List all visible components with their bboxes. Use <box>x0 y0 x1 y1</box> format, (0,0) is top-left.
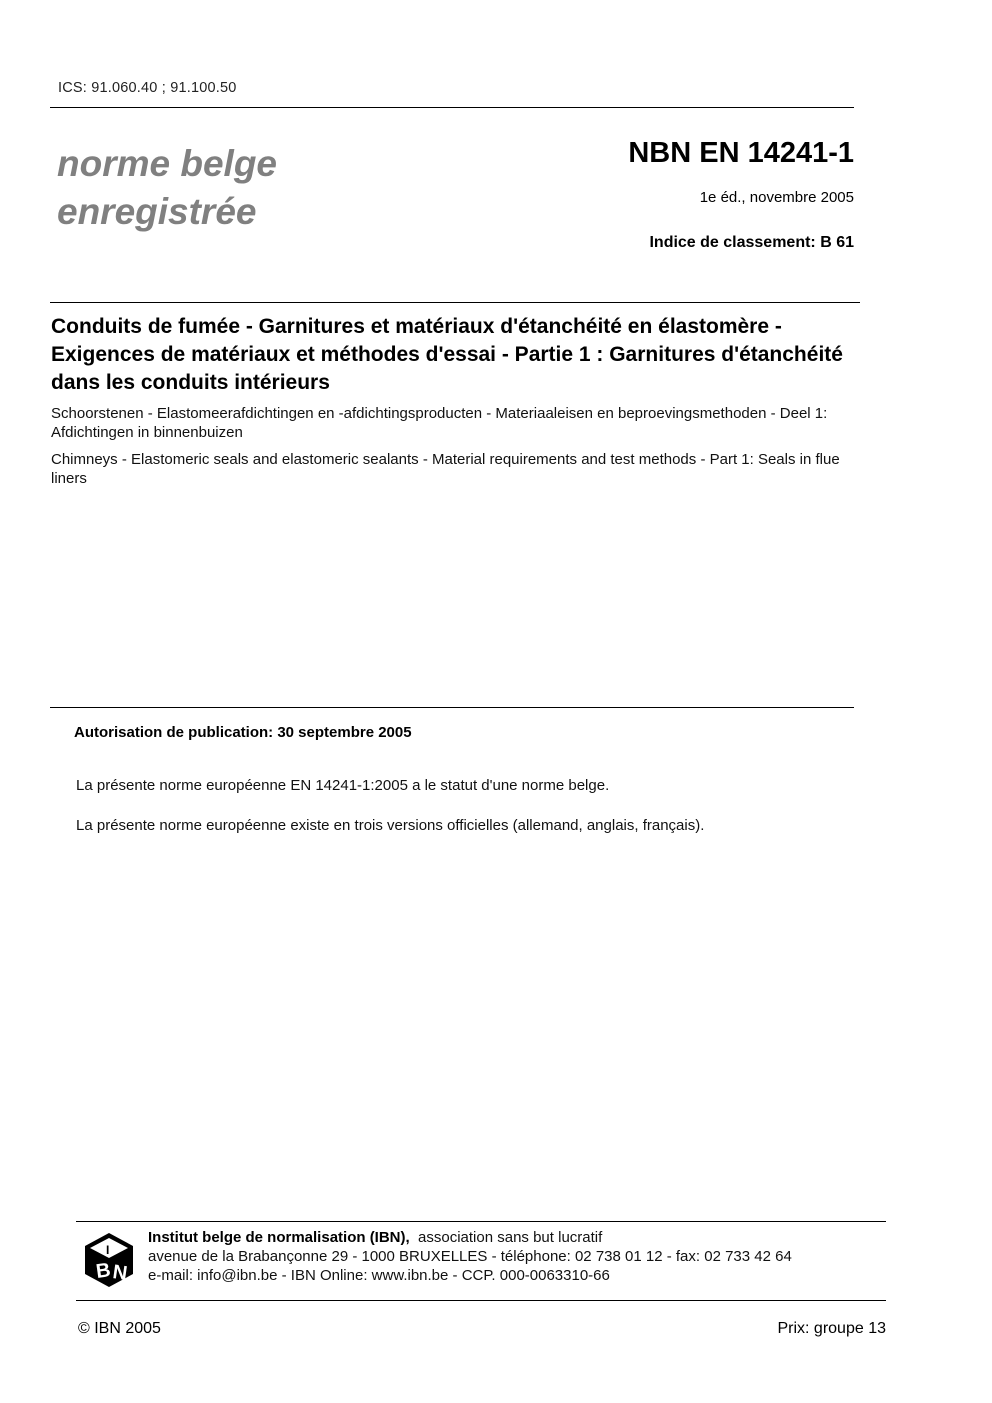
ics-codes: ICS: 91.060.40 ; 91.100.50 <box>58 80 237 96</box>
classification-index: Indice de classement: B 61 <box>649 234 854 251</box>
institute-contact: e-mail: info@ibn.be - IBN Online: www.ibn.be - CCP. 000-0063310-66 <box>148 1267 610 1284</box>
price-group: Prix: groupe 13 <box>777 1320 886 1337</box>
publication-authorisation: Autorisation de publication: 30 septembre 2005 <box>74 724 412 741</box>
divider-footer-top <box>76 1221 886 1222</box>
brand-line-2: enregistrée <box>57 191 257 232</box>
brand-label <box>57 140 277 236</box>
title-french: Conduits de fumée - Garnitures et matériaux d'étanchéité en élastomère - Exigences de matériaux et méthodes d'essai - Partie 1 : Garnitures d'étanchéité dans les conduits intérieurs <box>51 315 843 394</box>
divider-footer-bottom <box>76 1300 886 1301</box>
institute-line <box>148 1228 792 1247</box>
institute-description: association sans but lucratif <box>418 1229 603 1246</box>
title-english: Chimneys - Elastomeric seals and elastomeric sealants - Material requirements and test methods - Part 1: Seals in flue liners <box>51 451 840 487</box>
ibn-logo-icon <box>84 1232 134 1288</box>
edition-info: 1e éd., novembre 2005 <box>699 189 854 206</box>
divider-title <box>50 302 860 303</box>
institute-address: avenue de la Brabançonne 29 - 1000 BRUXELLES - téléphone: 02 738 01 12 - fax: 02 733 42 64 <box>148 1248 792 1265</box>
title-dutch: Schoorstenen - Elastomeerafdichtingen en -afdichtingsproducten - Materiaaleisen en beproevingsmethoden - Deel 1: Afdichtingen in binnenbuizen <box>51 405 828 441</box>
institute-name: Institut belge de normalisation (IBN), <box>148 1229 410 1246</box>
divider-publication <box>50 707 854 708</box>
standard-code: NBN EN 14241-1 <box>628 137 854 169</box>
status-paragraph: La présente norme européenne EN 14241-1:2005 a le statut d'une norme belge. <box>76 777 610 794</box>
svg-text:N: N <box>111 1261 129 1285</box>
versions-paragraph: La présente norme européenne existe en trois versions officielles (allemand, anglais, français). <box>76 817 705 834</box>
svg-text:I: I <box>106 1243 110 1257</box>
brand-line-1: norme belge <box>57 143 277 184</box>
divider-top <box>50 107 854 108</box>
copyright: © IBN 2005 <box>78 1320 161 1337</box>
svg-text:B: B <box>94 1259 113 1283</box>
institute-block <box>148 1228 792 1285</box>
